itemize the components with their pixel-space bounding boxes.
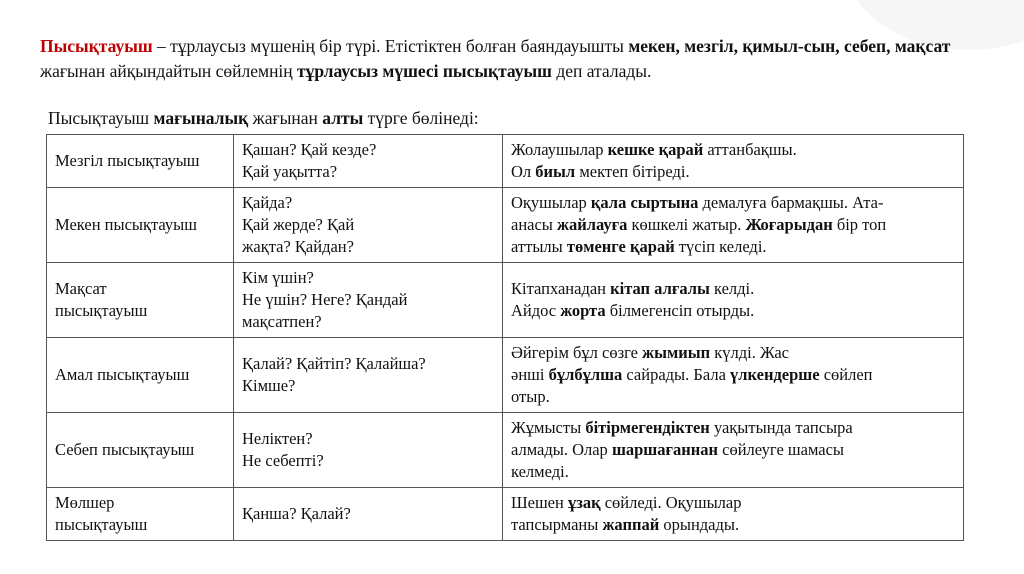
example-text: түсіп келеді. (674, 237, 767, 256)
example-text: бір топ (832, 215, 887, 234)
highlighted-adverbial: шаршағаннан (611, 440, 718, 459)
question-text: мақсатпен? (242, 312, 322, 331)
example-text: аттанбақшы. (703, 140, 797, 159)
question-text: Қалай? Қайтіп? Қалайша? (242, 354, 426, 373)
type-label: Мөлшер (55, 493, 115, 512)
highlighted-adverbial: кітап алғалы (610, 279, 710, 298)
highlighted-adverbial: биыл (535, 162, 576, 181)
example-line (511, 492, 955, 514)
example-line (511, 386, 955, 408)
example-text: тапсырманы (511, 515, 603, 534)
example-cell (503, 413, 964, 488)
example-cell (503, 263, 964, 338)
highlighted-adverbial: үлкендерше (730, 365, 820, 384)
example-line (511, 139, 955, 161)
question-text: Неліктен? (242, 429, 313, 448)
example-text: келмеді. (511, 462, 569, 481)
table-row (47, 338, 964, 413)
highlighted-adverbial: жаппай (602, 515, 660, 534)
caption-bold: мағыналық (153, 108, 249, 128)
example-text: уақытында тапсыра (709, 418, 853, 437)
example-text: Әйгерім бұл сөзге (511, 343, 643, 362)
questions-cell (234, 413, 503, 488)
example-text: келді. (709, 279, 755, 298)
questions-cell (234, 263, 503, 338)
question-text: Кім үшін? (242, 268, 314, 287)
highlighted-adverbial: бұлбұлша (548, 365, 623, 384)
highlighted-adverbial: кешке қарай (607, 140, 704, 159)
adverbial-type-cell (47, 338, 234, 413)
example-text: анасы (511, 215, 558, 234)
table-row (47, 488, 964, 541)
example-cell (503, 488, 964, 541)
type-label: Амал пысықтауыш (55, 365, 190, 384)
example-text: көшкелі жатыр. (627, 215, 746, 234)
caption-text: Пысықтауыш (48, 108, 154, 128)
example-text: Кітапханадан (511, 279, 611, 298)
adverbial-type-cell (47, 188, 234, 263)
table-row (47, 135, 964, 188)
highlighted-adverbial: жорта (560, 301, 606, 320)
type-label: пысықтауыш (55, 515, 148, 534)
question-text: Қай уақытта? (242, 162, 338, 181)
example-text: отыр. (511, 387, 550, 406)
adverbial-type-cell (47, 488, 234, 541)
example-line (511, 342, 955, 364)
example-text: Шешен (511, 493, 568, 512)
example-text: Ол (511, 162, 536, 181)
questions-cell (234, 338, 503, 413)
example-text: алмады. Олар (511, 440, 612, 459)
highlighted-adverbial: жымиып (642, 343, 711, 362)
highlighted-adverbial: ұзақ (567, 493, 601, 512)
type-label: Мезгіл пысықтауыш (55, 151, 200, 170)
questions-cell (234, 135, 503, 188)
question-text: Қанша? Қалай? (242, 504, 351, 523)
adverbial-type-cell (47, 413, 234, 488)
definition-paragraph (40, 34, 1000, 84)
adverbial-type-cell (47, 263, 234, 338)
table-row (47, 188, 964, 263)
caption-text: түрге бөлінеді: (363, 108, 479, 128)
example-text: Оқушылар (511, 193, 591, 212)
example-line (511, 278, 955, 300)
example-text: күлді. Жас (710, 343, 789, 362)
example-text: аттылы (511, 237, 567, 256)
table-caption (48, 108, 479, 129)
example-text: сөйледі. Оқушылар (600, 493, 742, 512)
question-text: Қай жерде? Қай (242, 215, 355, 234)
example-line (511, 417, 955, 439)
example-line (511, 514, 955, 536)
example-text: білмегенсіп отырды. (605, 301, 755, 320)
example-text: сөйлеп (819, 365, 873, 384)
questions-cell (234, 188, 503, 263)
highlighted-adverbial: жайлауға (557, 215, 628, 234)
type-label: Мақсат (55, 279, 107, 298)
intro-text: жағынан айқындайтын сөйлемнің (40, 61, 298, 81)
intro-text: деп аталады. (551, 61, 652, 81)
type-label: пысықтауыш (55, 301, 148, 320)
example-line (511, 214, 955, 236)
example-text: орындады. (659, 515, 740, 534)
table-row (47, 263, 964, 338)
question-text: Қайда? (242, 193, 293, 212)
question-text: Не себепті? (242, 451, 324, 470)
question-text: жақта? Қайдан? (242, 237, 354, 256)
example-line (511, 192, 955, 214)
question-text: Не үшін? Неге? Қандай (242, 290, 408, 309)
caption-bold: алты (322, 108, 364, 128)
question-text: Қашан? Қай кезде? (242, 140, 377, 159)
intro-text: – тұрлаусыз мүшенің бір түрі. Етістіктен болған баяндауышты (152, 36, 629, 56)
type-label: Себеп пысықтауыш (55, 440, 195, 459)
example-line (511, 300, 955, 322)
example-line (511, 364, 955, 386)
table-row (47, 413, 964, 488)
example-line (511, 236, 955, 258)
example-line (511, 161, 955, 183)
highlighted-adverbial: Жоғарыдан (745, 215, 833, 234)
example-cell (503, 188, 964, 263)
example-text: мектеп бітіреді. (575, 162, 690, 181)
example-text: демалуға бармақшы. Ата- (698, 193, 884, 212)
example-text: Жолаушылар (511, 140, 608, 159)
example-line (511, 461, 955, 483)
example-text: Айдос (511, 301, 561, 320)
example-text: әнші (511, 365, 549, 384)
highlighted-adverbial: қала сыртына (590, 193, 699, 212)
highlighted-adverbial: бітірмегендіктен (585, 418, 710, 437)
questions-cell (234, 488, 503, 541)
example-cell (503, 135, 964, 188)
example-text: сөйлеуге шамасы (718, 440, 845, 459)
defined-term: Пысықтауыш (40, 36, 153, 56)
question-text: Кімше? (242, 376, 296, 395)
intro-bold: тұрлаусыз мүшесі пысықтауыш (297, 61, 552, 81)
example-cell (503, 338, 964, 413)
example-line (511, 439, 955, 461)
intro-bold: мекен, мезгіл, қимыл-сын, себеп, мақсат (628, 36, 951, 56)
adverbial-types-table (46, 134, 964, 541)
highlighted-adverbial: төменге қарай (566, 237, 675, 256)
example-text: Жұмысты (511, 418, 586, 437)
example-text: сайрады. Бала (622, 365, 731, 384)
type-label: Мекен пысықтауыш (55, 215, 197, 234)
caption-text: жағынан (248, 108, 323, 128)
adverbial-type-cell (47, 135, 234, 188)
